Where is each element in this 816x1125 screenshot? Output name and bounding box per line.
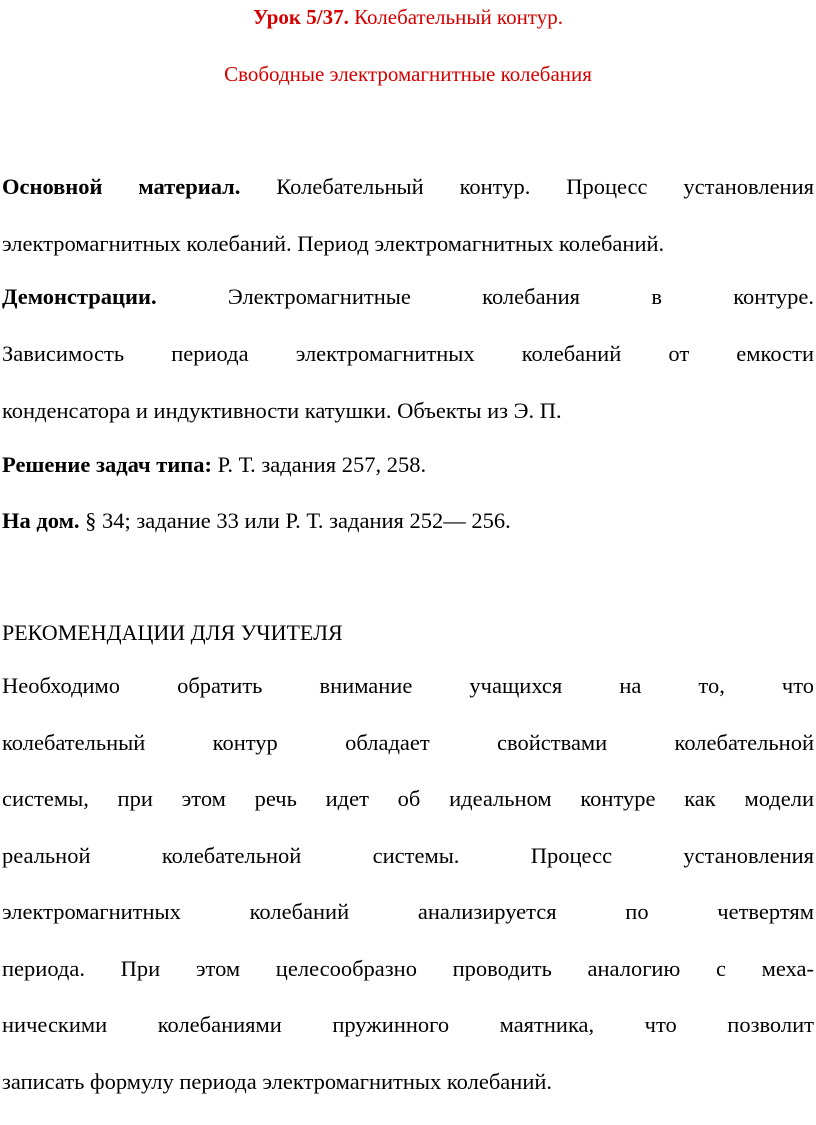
demonstrations-text-1: Электромагнитные колебания в контуре. <box>156 284 814 309</box>
homework-text: § 34; задание 33 или Р. Т. задания 252— 256. <box>79 508 511 533</box>
recommendations-line: периода. При этом целесообразно проводить аналогию с меха- <box>2 955 814 981</box>
problem-solving-line <box>2 436 814 493</box>
recommendations-body <box>2 658 814 1110</box>
lesson-topic: Колебательный контур. <box>348 5 563 29</box>
recommendations-line: системы, при этом речь идет об идеальном контуре как модели <box>2 786 814 811</box>
homework-label: На дом. <box>2 508 80 533</box>
lesson-title <box>0 3 816 31</box>
recommendations-line: записать формулу периода электромагнитных колебаний. <box>2 1068 553 1094</box>
demonstrations-label: Демонстрации. <box>2 284 157 309</box>
demonstrations-section <box>2 268 814 439</box>
homework-section <box>2 492 814 549</box>
recommendations-line: колебательный контур обладает свойствами колебательной <box>2 729 814 755</box>
recommendations-line: Необходимо обратить внимание учащихся на то, что <box>2 673 814 698</box>
lesson-subtitle: Свободные электромагнитные колебания <box>224 62 592 86</box>
homework-line <box>2 492 814 549</box>
recommendations-line: электромагнитных колебаний анализируется по четвертям <box>2 899 814 924</box>
problem-solving-section <box>2 436 814 493</box>
recommendations-heading: РЕКОМЕНДАЦИИ ДЛЯ УЧИТЕЛЯ <box>2 620 343 645</box>
demonstrations-line-1 <box>2 268 814 325</box>
main-material-line-1 <box>2 158 814 215</box>
main-material-line-2: электромагнитных колебаний. Период электромагнитных колебаний. <box>2 231 665 256</box>
lesson-number: Урок 5/37. <box>253 5 349 29</box>
problem-solving-label: Решение задач типа: <box>2 452 213 477</box>
main-material-text-1: Колебательный контур. Процесс установления <box>240 174 814 199</box>
demonstrations-line-3: конденсатора и индуктивности катушки. Объекты из Э. П. <box>2 398 562 423</box>
problem-solving-text: Р. Т. задания 257, 258. <box>212 452 427 477</box>
main-material-section <box>2 158 814 272</box>
recommendations-line: ническими колебаниями пружинного маятника, что позволит <box>2 1012 814 1037</box>
recommendations-line: реальной колебательной системы. Процесс установления <box>2 842 814 868</box>
demonstrations-line-2: Зависимость периода электромагнитных колебаний от емкости <box>2 341 814 366</box>
main-material-label: Основной материал. <box>2 174 241 199</box>
